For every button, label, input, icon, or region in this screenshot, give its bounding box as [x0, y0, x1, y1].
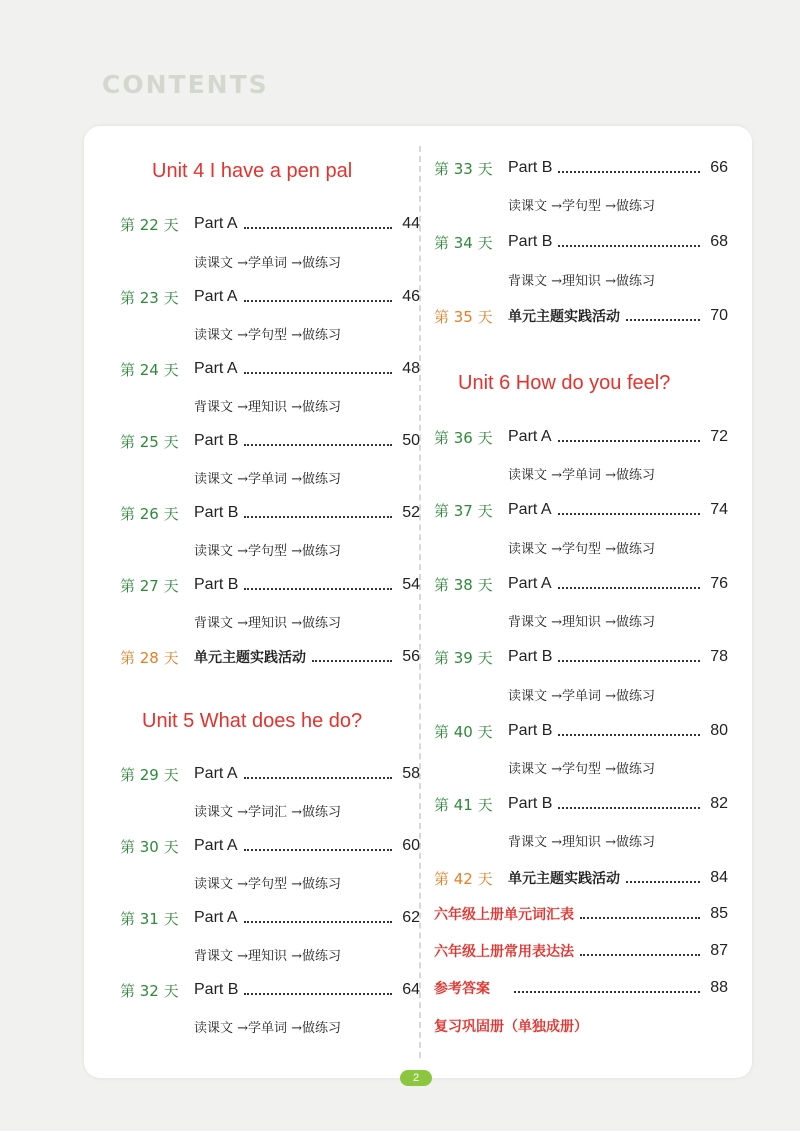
- day-label: 第 39 天: [434, 648, 493, 667]
- part-name: Part B: [508, 159, 553, 176]
- toc-entry[interactable]: [434, 425, 728, 449]
- page-number: 52: [402, 504, 420, 521]
- day-label: 第 24 天: [120, 360, 179, 379]
- page-number: 84: [710, 869, 728, 886]
- dot-leader: [244, 921, 392, 923]
- steps-text: 背课文 →理知识 →做练习: [194, 949, 342, 964]
- day-label: 第 41 天: [434, 795, 493, 814]
- dot-leader: [580, 917, 700, 919]
- dot-leader: [558, 513, 700, 515]
- extra-label: 六年级上册单元词汇表: [434, 907, 574, 923]
- page-number: 62: [402, 909, 420, 926]
- toc-entry[interactable]: [434, 719, 728, 743]
- part-name: Part A: [508, 501, 552, 518]
- steps-text: 读课文 →学句型 →做练习: [194, 877, 342, 892]
- dot-leader: [558, 807, 700, 809]
- day-label: 第 38 天: [434, 575, 493, 594]
- part-name: Part A: [508, 428, 552, 445]
- toc-extra-answers[interactable]: [434, 976, 728, 1000]
- dot-leader: [244, 777, 392, 779]
- steps-text: 读课文 →学单词 →做练习: [508, 468, 656, 483]
- day-label: 第 30 天: [120, 837, 179, 856]
- page-number: 60: [402, 837, 420, 854]
- page-number: 80: [710, 722, 728, 739]
- part-name: Part A: [194, 215, 238, 232]
- day-label: 第 34 天: [434, 233, 493, 252]
- page-number: 70: [710, 307, 728, 324]
- day-label: 第 26 天: [120, 504, 179, 523]
- toc-entry[interactable]: [434, 645, 728, 669]
- extra-label: 复习巩固册（单独成册）: [434, 1019, 588, 1035]
- dot-leader: [558, 734, 700, 736]
- dot-leader: [580, 954, 700, 956]
- part-name: Part B: [508, 233, 553, 250]
- extra-label: 六年级上册常用表达法: [434, 944, 574, 960]
- part-name: Part B: [508, 648, 553, 665]
- part-name: Part B: [194, 576, 239, 593]
- toc-extra-expressions[interactable]: [434, 939, 728, 963]
- toc-card: [84, 126, 752, 1078]
- day-label: 第 42 天: [434, 869, 493, 888]
- extra-label: 参考答案: [434, 981, 490, 997]
- day-label: 第 22 天: [120, 215, 179, 234]
- dot-leader: [312, 660, 392, 662]
- toc-extra-review-book[interactable]: [434, 1014, 728, 1038]
- unit-4-title: Unit 4 I have a pen pal: [152, 160, 353, 182]
- page-number: 82: [710, 795, 728, 812]
- page-number: 64: [402, 981, 420, 998]
- page-number: 78: [710, 648, 728, 665]
- steps-text: 读课文 →学句型 →做练习: [508, 199, 656, 214]
- page-number: 48: [402, 360, 420, 377]
- steps-text: 读课文 →学单词 →做练习: [194, 1021, 342, 1036]
- day-label: 第 23 天: [120, 288, 179, 307]
- part-name: Part B: [508, 722, 553, 739]
- toc-entry[interactable]: [120, 212, 420, 236]
- part-name: 单元主题实践活动: [508, 309, 620, 325]
- page-number: 87: [710, 942, 728, 959]
- steps-text: 背课文 →理知识 →做练习: [194, 400, 342, 415]
- day-label: 第 35 天: [434, 307, 493, 326]
- dot-leader: [558, 245, 700, 247]
- contents-heading: CONTENTS: [102, 70, 269, 99]
- dot-leader: [558, 440, 700, 442]
- toc-entry[interactable]: [120, 573, 420, 597]
- page-number: 56: [402, 648, 420, 665]
- dot-leader: [558, 660, 700, 662]
- dot-leader: [626, 319, 700, 321]
- day-label: 第 29 天: [120, 765, 179, 784]
- toc-entry[interactable]: [434, 792, 728, 816]
- toc-entry[interactable]: [120, 834, 420, 858]
- toc-entry[interactable]: [434, 572, 728, 596]
- toc-entry[interactable]: [120, 501, 420, 525]
- dot-leader: [244, 300, 392, 302]
- page-number: 46: [402, 288, 420, 305]
- dot-leader: [244, 372, 392, 374]
- part-name: 单元主题实践活动: [194, 650, 306, 666]
- day-label: 第 36 天: [434, 428, 493, 447]
- part-name: Part A: [194, 765, 238, 782]
- day-label: 第 31 天: [120, 909, 179, 928]
- steps-text: 背课文 →理知识 →做练习: [508, 615, 656, 630]
- unit-6-title: Unit 6 How do you feel?: [458, 372, 671, 394]
- steps-text: 背课文 →理知识 →做练习: [508, 835, 656, 850]
- page-number: 88: [710, 979, 728, 996]
- part-name: Part B: [194, 504, 239, 521]
- steps-text: 读课文 →学句型 →做练习: [194, 328, 342, 343]
- dot-leader: [244, 993, 392, 995]
- page-number-badge: 2: [400, 1070, 432, 1086]
- toc-entry[interactable]: [120, 285, 420, 309]
- page-number: 74: [710, 501, 728, 518]
- page-number: 50: [402, 432, 420, 449]
- steps-text: 读课文 →学词汇 →做练习: [194, 805, 342, 820]
- day-label: 第 33 天: [434, 159, 493, 178]
- part-name: Part B: [508, 795, 553, 812]
- steps-text: 读课文 →学单词 →做练习: [508, 689, 656, 704]
- toc-entry-activity[interactable]: [434, 304, 728, 328]
- toc-entry-activity[interactable]: [120, 645, 420, 669]
- dot-leader: [244, 444, 392, 446]
- toc-extra-vocabulary[interactable]: [434, 902, 728, 926]
- toc-entry[interactable]: [120, 906, 420, 930]
- page-number: 66: [710, 159, 728, 176]
- steps-text: 背课文 →理知识 →做练习: [508, 274, 656, 289]
- part-name: Part A: [194, 909, 238, 926]
- dot-leader: [558, 171, 700, 173]
- toc-entry[interactable]: [120, 762, 420, 786]
- part-name: Part A: [194, 288, 238, 305]
- steps-text: 读课文 →学单词 →做练习: [194, 256, 342, 271]
- part-name: Part B: [194, 432, 239, 449]
- toc-entry[interactable]: [434, 498, 728, 522]
- page-number: 54: [402, 576, 420, 593]
- day-label: 第 37 天: [434, 501, 493, 520]
- toc-entry[interactable]: [434, 230, 728, 254]
- part-name: Part A: [194, 360, 238, 377]
- part-name: Part A: [194, 837, 238, 854]
- dot-leader: [244, 516, 392, 518]
- day-label: 第 40 天: [434, 722, 493, 741]
- unit-5-title: Unit 5 What does he do?: [142, 710, 363, 732]
- steps-text: 背课文 →理知识 →做练习: [194, 616, 342, 631]
- day-label: 第 32 天: [120, 981, 179, 1000]
- page-number: 76: [710, 575, 728, 592]
- part-name: Part A: [508, 575, 552, 592]
- part-name: 单元主题实践活动: [508, 871, 620, 887]
- day-label: 第 28 天: [120, 648, 179, 667]
- part-name: Part B: [194, 981, 239, 998]
- steps-text: 读课文 →学句型 →做练习: [194, 544, 342, 559]
- toc-entry[interactable]: [120, 357, 420, 381]
- toc-entry-activity[interactable]: [434, 866, 728, 890]
- toc-entry[interactable]: [434, 156, 728, 180]
- dot-leader: [514, 991, 700, 993]
- dot-leader: [626, 881, 700, 883]
- page-number: 44: [402, 215, 420, 232]
- dot-leader: [244, 588, 392, 590]
- dot-leader: [244, 849, 392, 851]
- page-number: 58: [402, 765, 420, 782]
- steps-text: 读课文 →学句型 →做练习: [508, 542, 656, 557]
- steps-text: 读课文 →学单词 →做练习: [194, 472, 342, 487]
- toc-entry[interactable]: [120, 978, 420, 1002]
- steps-text: 读课文 →学句型 →做练习: [508, 762, 656, 777]
- page-number: 85: [710, 905, 728, 922]
- day-label: 第 25 天: [120, 432, 179, 451]
- page-number: 72: [710, 428, 728, 445]
- page-number: 68: [710, 233, 728, 250]
- toc-entry[interactable]: [120, 429, 420, 453]
- day-label: 第 27 天: [120, 576, 179, 595]
- dot-leader: [558, 587, 700, 589]
- dot-leader: [244, 227, 392, 229]
